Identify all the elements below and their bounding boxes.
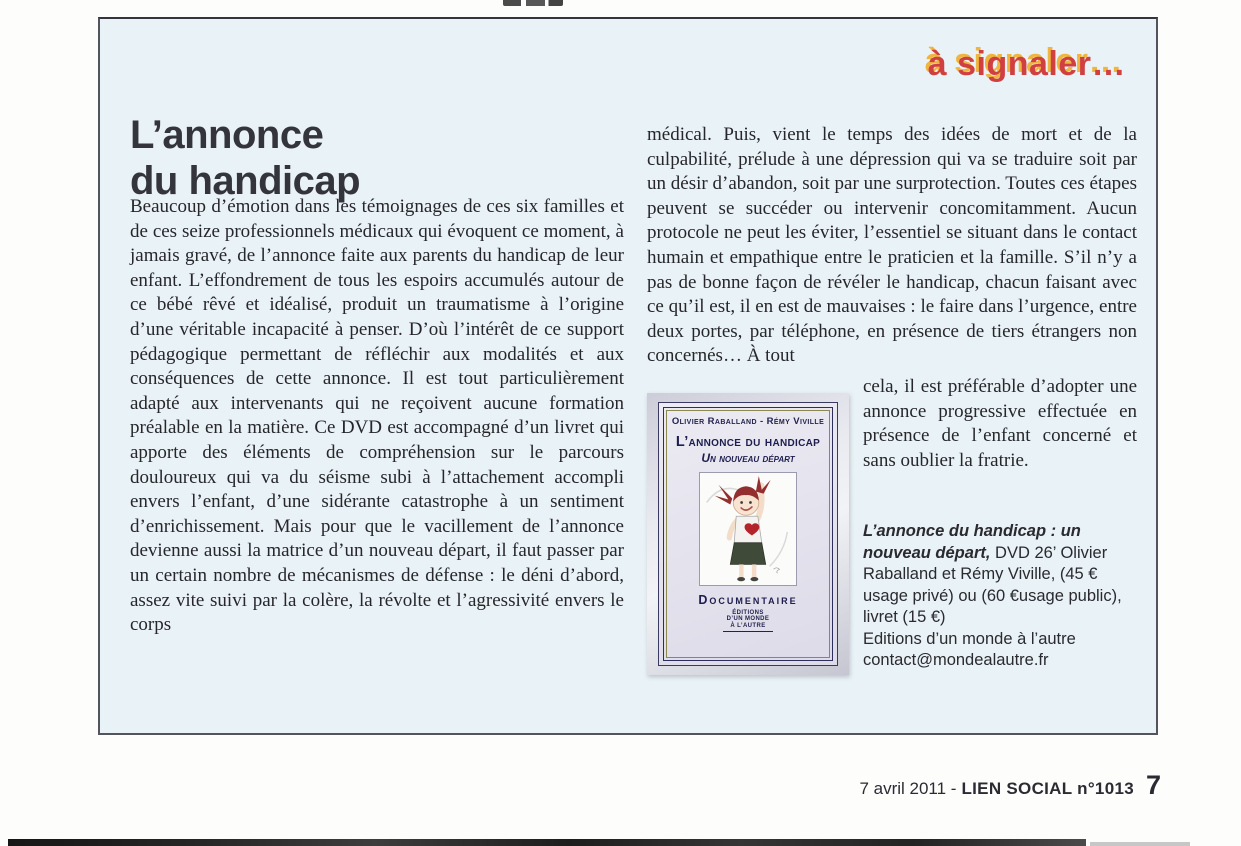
scan-artifact-bottom bbox=[8, 839, 1086, 846]
magazine-panel bbox=[98, 17, 1158, 735]
caption-main bbox=[863, 521, 1137, 629]
article-column-right bbox=[647, 123, 1137, 675]
article-title-line2: du handicap bbox=[130, 158, 361, 203]
media-caption bbox=[863, 521, 1137, 672]
caption-title: L’annonce du handicap : un nouveau départ, bbox=[863, 522, 1081, 562]
dvd-subtitle: Un nouveau départ bbox=[701, 450, 795, 465]
dvd-publisher-line1: ÉDITIONS bbox=[732, 609, 764, 616]
dvd-authors: Olivier Raballand - Rémy Viville bbox=[671, 415, 825, 427]
girl-illustration bbox=[699, 472, 797, 586]
dvd-cover-photo bbox=[647, 393, 849, 675]
caption-publisher: Editions d’un monde à l’autre bbox=[863, 629, 1076, 648]
footer-date: 7 avril 2011 - bbox=[859, 779, 957, 798]
caption-details: DVD 26’ Olivier Raballand et Rémy Viville, (45 € usage privé) ou (60 €usage public), livret (15 €) bbox=[863, 543, 1122, 627]
dvd-publisher-logo bbox=[723, 610, 774, 633]
media-side bbox=[863, 369, 1137, 672]
dvd-cover bbox=[658, 402, 838, 666]
scan-artifact-top bbox=[503, 0, 563, 6]
media-row bbox=[647, 369, 1137, 675]
dvd-publisher-line3: À L’AUTRE bbox=[730, 622, 766, 629]
article-right-wrap: cela, il est préférable d’adopter une annonce progressive effectuée en présence de l’enfant concerné et sans oublier la fratrie. bbox=[863, 375, 1137, 471]
section-tag: à signaler… bbox=[927, 45, 1126, 83]
dvd-genre: Documentaire bbox=[698, 592, 798, 607]
dvd-title: L’annonce du handicap bbox=[675, 433, 821, 450]
article-right-intro: médical. Puis, vient le temps des idées de mort et de la culpabilité, prélude à une dépression qui va se traduire soit par un désir d’abandon, soit par une surprotection. Toutes ces étapes peuvent se succéder ou intervenir concomitamment. Aucun protocole ne peut les éviter, l’essentiel se situant dans le contact humain et empathique entre le praticien et la famille. S’il n’y a pas de bonne façon de révéler le handicap, chacun faisant avec ce qu’il est, il en est de mauvaises : le faire dans l’urgence, entre deux portes, par téléphone, en présence de tiers étrangers non concernés… À tout bbox=[647, 124, 1137, 367]
caption-email: contact@mondealautre.fr bbox=[863, 651, 1049, 670]
article-title-line1: L’annonce bbox=[130, 112, 324, 157]
scan-artifact-bottom-light bbox=[1090, 842, 1190, 846]
article-title bbox=[130, 112, 360, 204]
dvd-publisher-line2: D’UN MONDE bbox=[726, 616, 770, 623]
article-column-left: Beaucoup d’émotion dans les témoignages de ces six familles et de ces seize professionnels médicaux qui évoquent ce moment, à jamais gravé, de l’annonce faite aux parents du handicap de leur enfant. L’effondrement de tous les espoirs accumulés autour de ce bébé rêvé et idéalisé, produit un traumatisme à l’origine d’une véritable incapacité à penser. D’où l’intérêt de ce support pédagogique permettant de réfléchir aux modalités et aux conséquences de cette annonce. Il est tout particulièrement adapté aux intervenants qui ne reçoivent aucune formation préalable en la matière. Ce DVD est accompagné d’un livret qui apporte des éléments de compréhension sur le parcours douloureux qui va du séisme subi à l’attachement accompli envers l’enfant, d’une sidérante catastrophe à un sentiment d’enrichissement. Mais pour que le vacillement de l’annonce devienne aussi la matrice d’un nouveau départ, il faut passer par un certain nombre de mécanismes de défense : le déni d’abord, assez vite suivi par la colère, la révolte et l’agressivité envers le corps bbox=[130, 196, 624, 636]
footer-journal: LIEN SOCIAL n°1013 bbox=[961, 779, 1134, 798]
footer-page-number: 7 bbox=[1145, 770, 1161, 800]
page-footer bbox=[859, 770, 1161, 801]
